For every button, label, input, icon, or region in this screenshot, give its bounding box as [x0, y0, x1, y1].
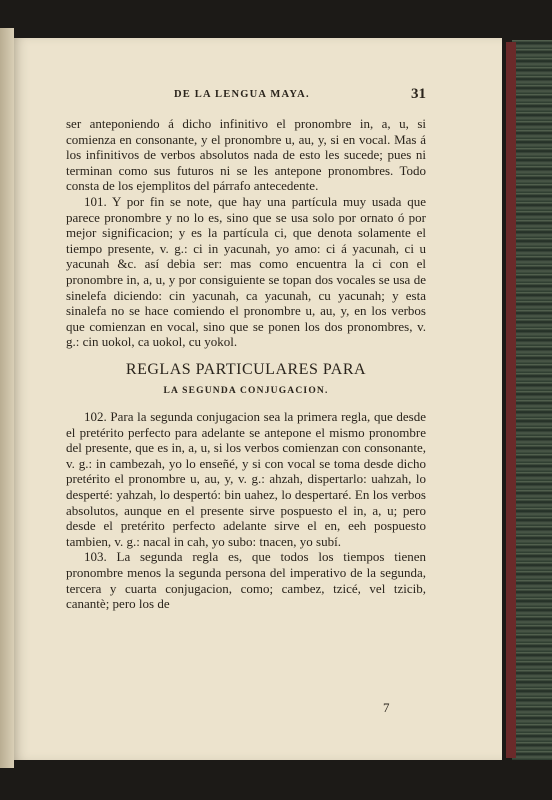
- page-number: 31: [411, 86, 426, 102]
- paragraph-101: 101. Y por fin se note, que hay una partícula muy usada que parece pronombre y no lo es, sino que se usa solo por ornato ó por mejor significacion; y es la partícula ci, que denota solamente el tiempo presente, v. g.: ci in yacunah, yo amo: ci á yacunah, ci u yacunah &c. así debia ser: mas como encuentra la ci con el pronombre in, a, u, y por consiguiente se topan dos vocales se usa de sinelefa diciendo: cin yacunah, ca yacunah, cu yacunah; y esta sinalefa no se hace comiendo el pronombre u, au, y, en los verbos que comienzan en vocal, sino que se ponen los dos pronombres, v. g.: cin uokol, ca uokol, cu yokol.: [66, 193, 426, 350]
- signature-mark: 7: [383, 700, 390, 715]
- paragraph-103: 103. La segunda regla es, que todos los tiempos tienen pronombre menos la segunda persona del imperativo de la segunda, tercera y cuarta conjugacion, como; cambez, tzicé, vel tzicib, canantè; pero los de: [66, 549, 426, 612]
- facing-page-edge: [0, 28, 14, 768]
- section-title: REGLAS PARTICULARES PARA: [125, 360, 367, 378]
- running-head: [66, 86, 426, 107]
- paragraph-102: 102. Para la segunda conjugacion sea la primera regla, que desde el pretérito perfecto para adelante se antepone el mismo pronombre del presente, que es in, a, u, si los verbos comienzan con consonante, v. g.: in cambezah, yo lo enseñé, y si con vocal se toma desde dicho pretérito el pronombre u, au, y, v. g.: ahzah, dispertarlo: uahzah, lo desperté: yahzah, lo despertó: bin uahez, lo despertaré. En los verbos absolutos, aunque en el presente sirve pospuesto el in, a, u; pero desde el pretérito perfecto adelante sirve el en, eeh pospuesto tambien, v. g.: nacal in cah, yo subo: tnacen, yo subí.: [66, 409, 426, 549]
- book-cover-marbled: [512, 40, 552, 760]
- page-body: [66, 116, 426, 612]
- book-cover-edge: [506, 42, 516, 758]
- paragraph-1: ser anteponiendo á dicho infinitivo el pronombre in, a, u, si comienza en consonante, y el pronombre u, au, y, si en vocal. Mas á los infinitivos de verbos absolutos nada de esto les sucede; pues ni terminan como sus futuros ni se les antepone pronombres. Todo consta de los ejemplitos del párrafo antecedente.: [66, 116, 426, 194]
- section-subtitle: LA SEGUNDA CONJUGACION.: [163, 385, 329, 396]
- running-title: DE LA LENGUA MAYA.: [174, 89, 310, 100]
